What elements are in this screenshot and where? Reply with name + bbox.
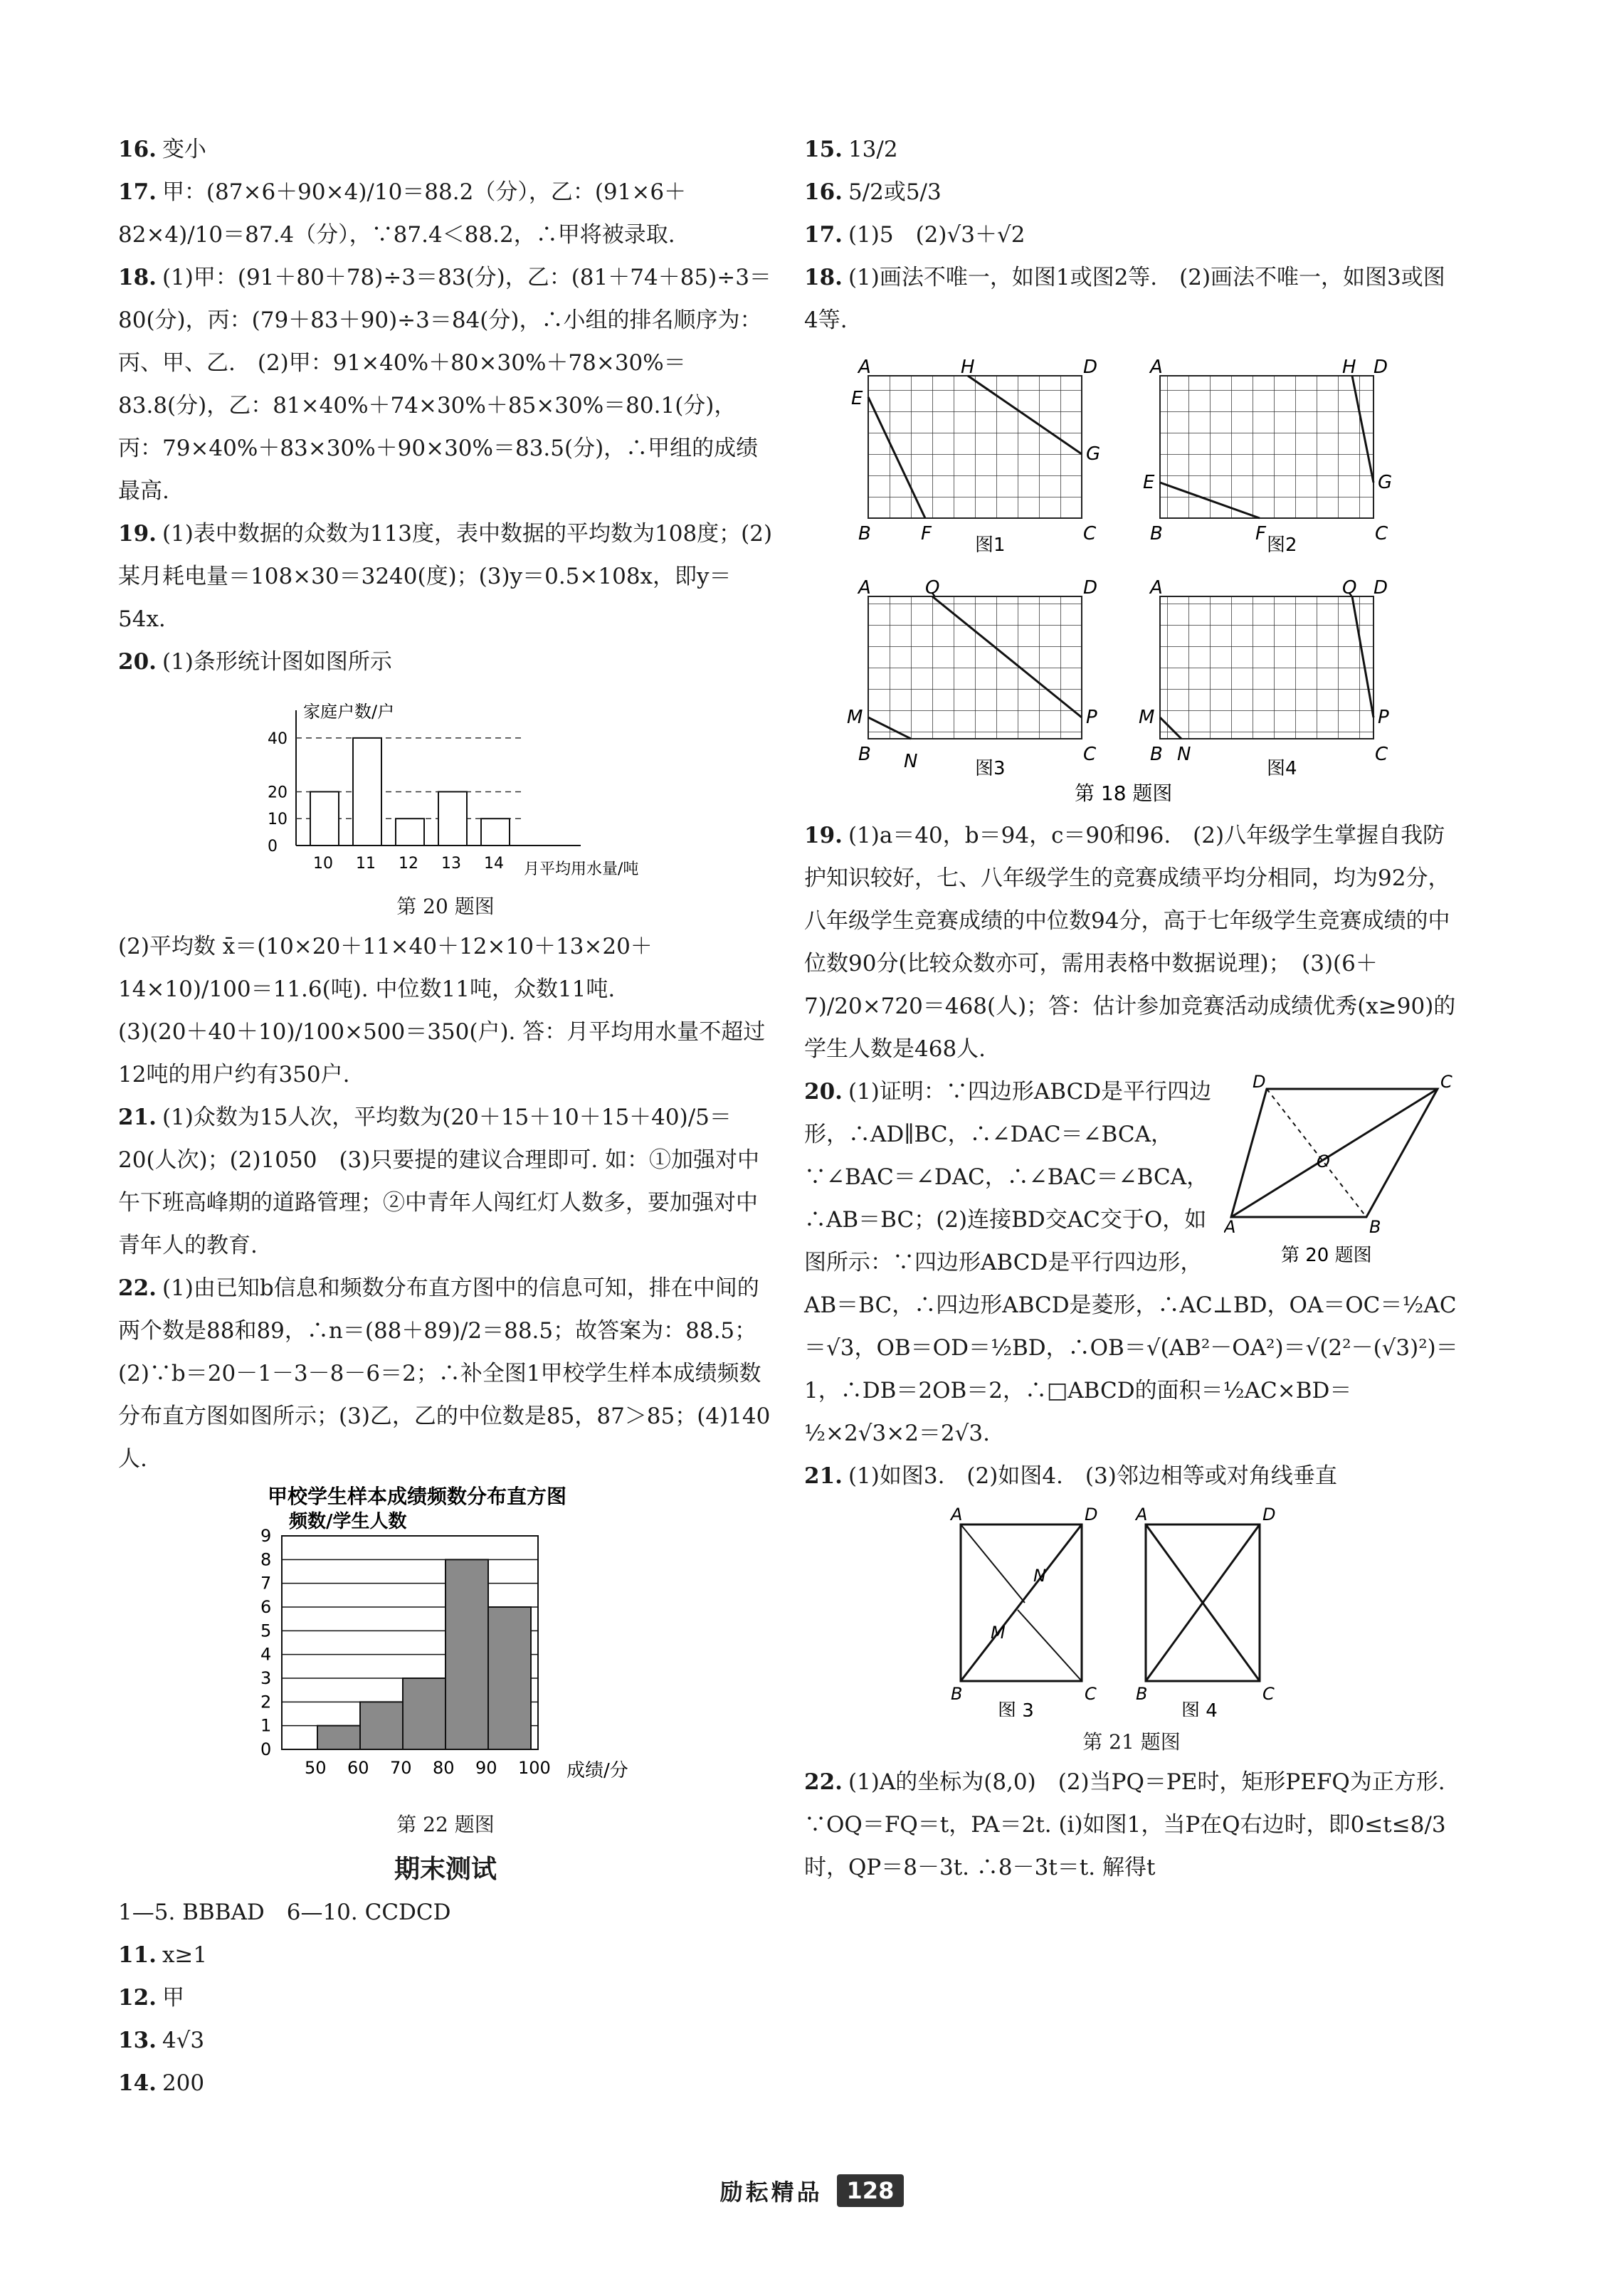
svg-text:B: B (1136, 1684, 1148, 1704)
y-tick-label: 5 (260, 1621, 272, 1641)
svg-text:G: G (1086, 443, 1101, 465)
figure-21 (804, 1503, 1459, 1755)
svg-text:O: O (1317, 1152, 1330, 1171)
svg-text:A: A (1150, 357, 1163, 378)
answer-18: 18. (1)甲：(91＋80＋78)÷3＝83(分)，乙：(81＋74＋85)÷3＝80(分)，丙：(79＋83＋90)÷3＝84(分)，∴小组的排名顺序为：丙、甲、乙. (2)甲：91×40%＋80×30%＋78×30%＝83.8(分)，乙：81×40%＋74×30%＋85×30%＝80.1(分)，丙：79×40%＋83×30%＋90×30%＝83.5(分)，∴甲组的成绩最高. (118, 265, 771, 504)
bar (353, 738, 381, 846)
svg-text:C: C (1375, 744, 1388, 765)
svg-text:图 3: 图 3 (998, 1700, 1034, 1717)
histogram-bar (317, 1726, 360, 1749)
right-column (804, 128, 1459, 1889)
svg-text:M: M (991, 1623, 1006, 1643)
x-tick-label: 90 (475, 1758, 497, 1778)
x-axis-label: 月平均用水量/吨 (524, 860, 639, 878)
y-axis-label: 家庭户数/户 (303, 702, 395, 722)
x-tick-label: 12 (399, 855, 418, 873)
svg-text:B: B (1150, 523, 1163, 544)
bar (438, 791, 467, 846)
svg-text:C: C (1262, 1684, 1275, 1704)
y-tick-label: 4 (260, 1644, 272, 1665)
answer-20a: 20. (1)条形统计图如图所示 (118, 649, 392, 675)
y-tick-label: 6 (260, 1597, 272, 1617)
svg-text:N: N (1033, 1566, 1046, 1586)
answer-22r: 22. (1)A的坐标为(8,0) (2)当PQ＝PE时，矩形PEFQ为正方形. ∵OQ＝FQ＝t，PA＝2t. (i)如图1，当P在Q右边时，即0≤t≤8/3时，QP＝8－3t. ∴8－3t＝t. 解得t (804, 1769, 1446, 1880)
y-tick-label: 40 (268, 730, 288, 748)
answer-15: 15. 13/2 (804, 137, 898, 162)
answer-21r: 21. (1)如图3. (2)如图4. (3)邻边相等或对角线垂直 (804, 1463, 1337, 1489)
page-footer (0, 2174, 1624, 2217)
svg-text:M: M (1139, 707, 1155, 728)
svg-text:Q: Q (1342, 577, 1357, 599)
y-tick-label: 8 (260, 1549, 272, 1570)
histogram-22 (118, 1486, 773, 1838)
x-axis-label: 成绩/分 (566, 1760, 628, 1781)
x-tick-label: 13 (441, 855, 461, 873)
answer-20r-block (804, 1070, 1459, 1455)
svg-text:B: B (1150, 744, 1163, 765)
bar (396, 818, 424, 846)
svg-text:B: B (858, 523, 871, 544)
svg-text:D: D (1253, 1075, 1266, 1092)
y-tick-label: 9 (260, 1526, 272, 1546)
rect-fig3 (949, 1505, 1097, 1717)
svg-text:M: M (847, 707, 863, 728)
caption-22: 第 22 题图 (396, 1813, 495, 1836)
x-tick-label: 14 (484, 855, 504, 873)
answer-13: 13. 4√3 (118, 2028, 205, 2053)
page-number: 128 (837, 2174, 905, 2207)
y-tick-label: 0 (268, 838, 278, 855)
svg-text:P: P (1378, 707, 1389, 728)
svg-text:B: B (1369, 1217, 1381, 1237)
y-tick-label: 20 (268, 784, 288, 802)
section-title: 期末测试 (394, 1854, 497, 1884)
svg-text:N: N (1177, 744, 1191, 765)
svg-text:Q: Q (925, 577, 940, 599)
answer-16r: 16. 5/2或5/3 (804, 179, 942, 205)
answer-22: 22. (1)由已知b信息和频数分布直方图中的信息可知，排在中间的两个数是88和89，∴n＝(88＋89)/2＝88.5；故答案为：88.5；(2)∵b＝20－1－3－8－6＝2；∴补全图1甲校学生样本成绩频数分布直方图如图所示；(3)乙，乙的中位数是85，87＞85；(4)140人. (118, 1275, 771, 1472)
figure-18 (804, 347, 1459, 809)
answer-18r: 18. (1)画法不唯一，如图1或图2等. (2)画法不唯一，如图3或图4等. (804, 265, 1445, 333)
svg-text:G: G (1378, 472, 1393, 493)
answer-20r: 20. (1)证明：∵四边形ABCD是平行四边形，∴AD∥BC，∴∠DAC＝∠BCA，∵∠BAC＝∠DAC，∴∠BAC＝∠BCA，∴AB＝BC；(2)连接BD交AC交于O，如图所示：∵四边形ABCD是平行四边形，AB＝BC，∴四边形ABCD是菱形，∴AC⊥BD，OA＝OC＝½AC＝√3，OB＝OD＝½BD，∴OB＝√(AB²－OA²)＝√(2²－(√3)²)＝1，∴DB＝2OB＝2，∴□ABCD的面积＝½AC×BD＝½×2√3×2＝2√3. (804, 1079, 1458, 1446)
x-tick-label: 70 (390, 1758, 412, 1778)
svg-text:C: C (1083, 523, 1097, 544)
x-tick-label: 100 (518, 1758, 551, 1778)
svg-text:H: H (1342, 357, 1356, 378)
svg-text:图2: 图2 (1267, 534, 1297, 556)
svg-text:F: F (921, 523, 932, 544)
histogram-bar (360, 1702, 403, 1749)
x-tick-label: 10 (313, 855, 333, 873)
svg-text:A: A (858, 357, 871, 378)
brand-name: 励耘精品 (719, 2179, 823, 2206)
y-tick-label: 0 (260, 1739, 272, 1759)
histogram-bar (445, 1559, 488, 1749)
x-tick-label: 11 (356, 855, 376, 873)
svg-text:D: D (1083, 357, 1098, 378)
svg-text:B: B (951, 1684, 963, 1704)
svg-text:A: A (951, 1505, 963, 1524)
svg-text:D: D (1262, 1505, 1276, 1524)
bar (310, 791, 339, 846)
figure-21-svg (804, 1503, 1459, 1717)
svg-text:C: C (1440, 1075, 1452, 1092)
answer-20b: (2)平均数 x̄＝(10×20＋11×40＋12×10＋13×20＋14×10)/100＝11.6(吨). 中位数11吨，众数11吨. (118, 934, 653, 1002)
svg-text:D: D (1083, 577, 1098, 599)
bar-chart-20 (118, 689, 773, 920)
y-tick-label: 1 (260, 1715, 272, 1736)
svg-text:N: N (904, 751, 918, 772)
answer-12: 12. 甲 (118, 1985, 184, 2011)
svg-text:E: E (851, 388, 863, 409)
y-tick-label: 10 (268, 811, 288, 829)
answer-21: 21. (1)众数为15人次，平均数为(20＋15＋10＋15＋40)/5＝20(人次)；(2)1050 (3)只要提的建议合理即可. 如：①加强对中午下班高峰期的道路管理；②中青年人闯红灯人数多，要加强对中青年人的教育. (118, 1105, 760, 1258)
svg-text:A: A (1136, 1505, 1148, 1524)
svg-text:D: D (1373, 357, 1388, 378)
answer-19: 19. (1)表中数据的众数为113度，表中数据的平均数为108度；(2)某月耗电量＝108×30＝3240(度)；(3)y＝0.5×108x，即y＝54x. (118, 521, 773, 632)
svg-text:图1: 图1 (975, 534, 1006, 556)
y-tick-label: 7 (260, 1573, 272, 1594)
answer-17r: 17. (1)5 (2)√3＋√2 (804, 222, 1025, 248)
svg-text:C: C (1083, 744, 1097, 765)
histogram-bar (403, 1678, 445, 1749)
bar-chart-20-svg (118, 689, 773, 881)
y-axis-label: 频数/学生人数 (289, 1511, 407, 1532)
grid-fig2 (1143, 357, 1392, 556)
svg-text:D: D (1373, 577, 1388, 599)
answer-19r: 19. (1)a＝40，b＝94，c＝90和96. (2)八年级学生掌握自我防护知识较好，七、八年级学生的竞赛成绩平均分相同，均为92分，八年级学生竞赛成绩的中位数94分，高于七年级学生竞赛成绩的中位数90分(比较众数亦可，需用表格中数据说理)； (3)(6＋7)/20×720＝468(人)；答：估计参加竞赛活动成绩优秀(x≥90)的学生人数是468人. (804, 823, 1456, 1062)
chart-title: 甲校学生样本成绩频数分布直方图 (268, 1486, 567, 1508)
svg-text:A: A (1150, 577, 1163, 599)
answer-11: 11. x≥1 (118, 1942, 208, 1968)
answer-20c: (3)(20＋40＋10)/100×500＝350(户). 答：月平均用水量不超过12吨的用户约有350户. (118, 1019, 766, 1087)
y-tick-label: 3 (260, 1668, 272, 1688)
caption-21: 第 21 题图 (1082, 1730, 1181, 1754)
svg-text:D: D (1085, 1505, 1098, 1524)
svg-text:A: A (1224, 1217, 1236, 1237)
svg-text:图 4: 图 4 (1181, 1700, 1218, 1717)
histogram-bar (488, 1607, 531, 1749)
answer-17: 17. 甲：(87×6＋90×4)/10＝88.2（分），乙：(91×6＋82×4)/10＝87.4（分），∵87.4＜88.2，∴甲将被录取. (118, 179, 687, 248)
figure-20-rhombus (1224, 1075, 1459, 1267)
svg-text:B: B (858, 744, 871, 765)
svg-text:图4: 图4 (1267, 758, 1297, 779)
caption-20: 第 20 题图 (396, 895, 495, 918)
svg-text:P: P (1086, 707, 1097, 728)
grid-fig4 (1139, 577, 1389, 779)
svg-text:C: C (1085, 1684, 1097, 1704)
svg-text:C: C (1375, 523, 1388, 544)
left-column (118, 128, 773, 2105)
bar (481, 818, 510, 846)
x-tick-label: 50 (305, 1758, 327, 1778)
svg-text:F: F (1255, 523, 1266, 544)
y-tick-label: 2 (260, 1692, 272, 1712)
rect-fig4 (1134, 1505, 1275, 1717)
svg-text:第 20 题图: 第 20 题图 (1281, 1245, 1372, 1266)
figure-18-svg (804, 347, 1459, 803)
histogram-22-svg (118, 1486, 773, 1799)
answer-14: 14. 200 (118, 2070, 205, 2096)
svg-text:H: H (961, 357, 975, 378)
grid-fig1 (851, 357, 1100, 556)
answers-1-10: 1—5. BBBAD 6—10. CCDCD (118, 1900, 451, 1925)
x-tick-label: 80 (433, 1758, 455, 1778)
answer-16: 16. 变小 (118, 137, 206, 162)
grid-fig3 (847, 577, 1097, 779)
svg-text:第 18 题图: 第 18 题图 (1075, 781, 1173, 803)
x-tick-label: 60 (347, 1758, 369, 1778)
svg-text:图3: 图3 (975, 758, 1006, 779)
svg-text:A: A (858, 577, 871, 599)
svg-text:E: E (1143, 472, 1155, 493)
